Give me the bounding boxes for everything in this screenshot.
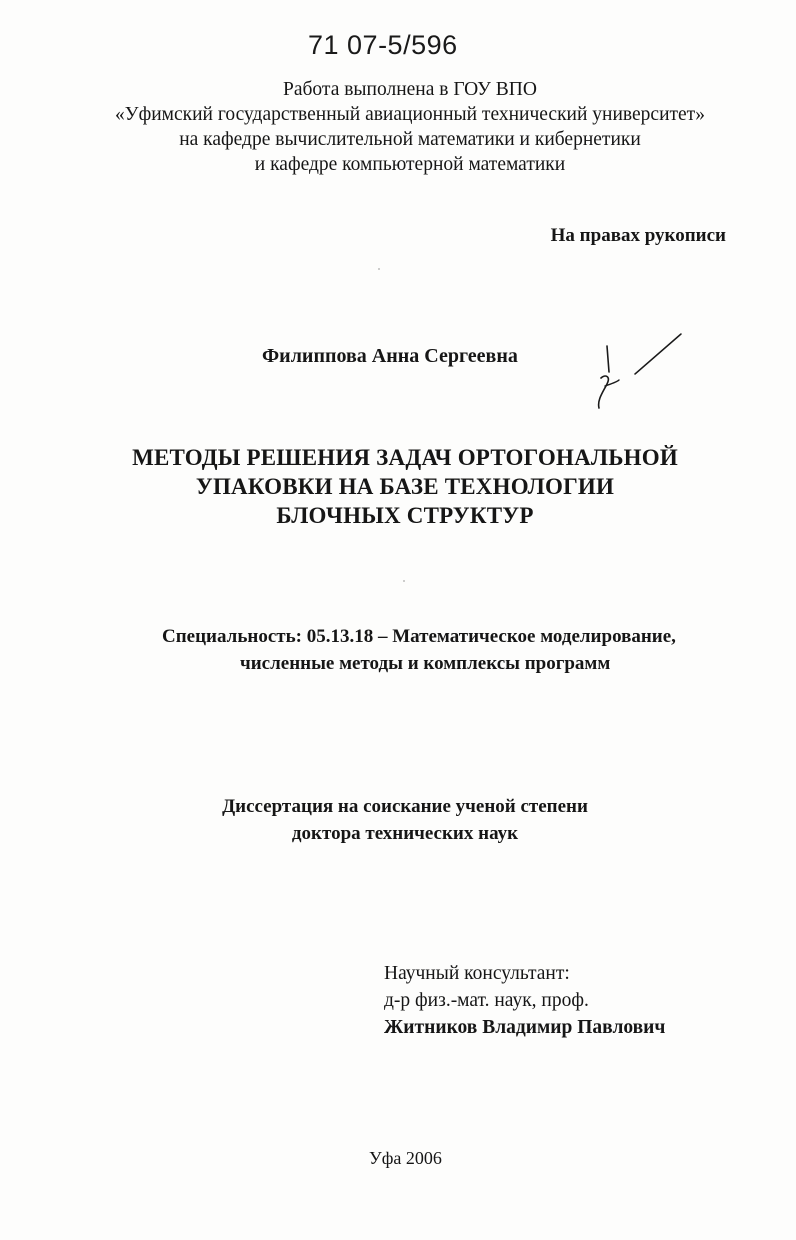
specialty-block (162, 623, 676, 677)
scan-speck (403, 580, 405, 582)
scan-speck (378, 268, 380, 270)
archive-stamp-code: 71 07-5/596 (308, 30, 458, 60)
specialty-line: численные методы и комплексы программ (240, 653, 611, 674)
dissertation-title (80, 443, 730, 530)
consultant-block (384, 960, 665, 1041)
consultant-credentials: д-р физ.-мат. наук, проф. (384, 990, 589, 1011)
organization-line: и кафедре компьютерной математики (254, 154, 566, 175)
rights-note: На правах рукописи (550, 225, 726, 246)
title-line: МЕТОДЫ РЕШЕНИЯ ЗАДАЧ ОРТОГОНАЛЬНОЙ (132, 445, 678, 470)
title-line: УПАКОВКИ НА БАЗЕ ТЕХНОЛОГИИ (195, 474, 615, 499)
title-line: БЛОЧНЫХ СТРУКТУР (276, 503, 534, 528)
organization-line: Работа выполнена в ГОУ ВПО (283, 79, 537, 100)
degree-block (150, 793, 660, 847)
degree-line: Диссертация на соискание ученой степени (222, 796, 588, 817)
place-year: Уфа 2006 (369, 1148, 442, 1168)
handwritten-signature (585, 328, 695, 418)
organization-line: на кафедре вычислительной математики и кибернетики (179, 129, 641, 150)
organization-line: «Уфимский государственный авиационный технический университет» (115, 104, 705, 125)
organization-block (60, 77, 760, 177)
consultant-name: Житников Владимир Павлович (384, 1017, 666, 1038)
author-name: Филиппова Анна Сергеевна (262, 345, 518, 367)
specialty-line: Специальность: 05.13.18 – Математическое моделирование, (162, 626, 676, 647)
consultant-label: Научный консультант: (384, 963, 570, 984)
degree-line: доктора технических наук (291, 823, 519, 844)
